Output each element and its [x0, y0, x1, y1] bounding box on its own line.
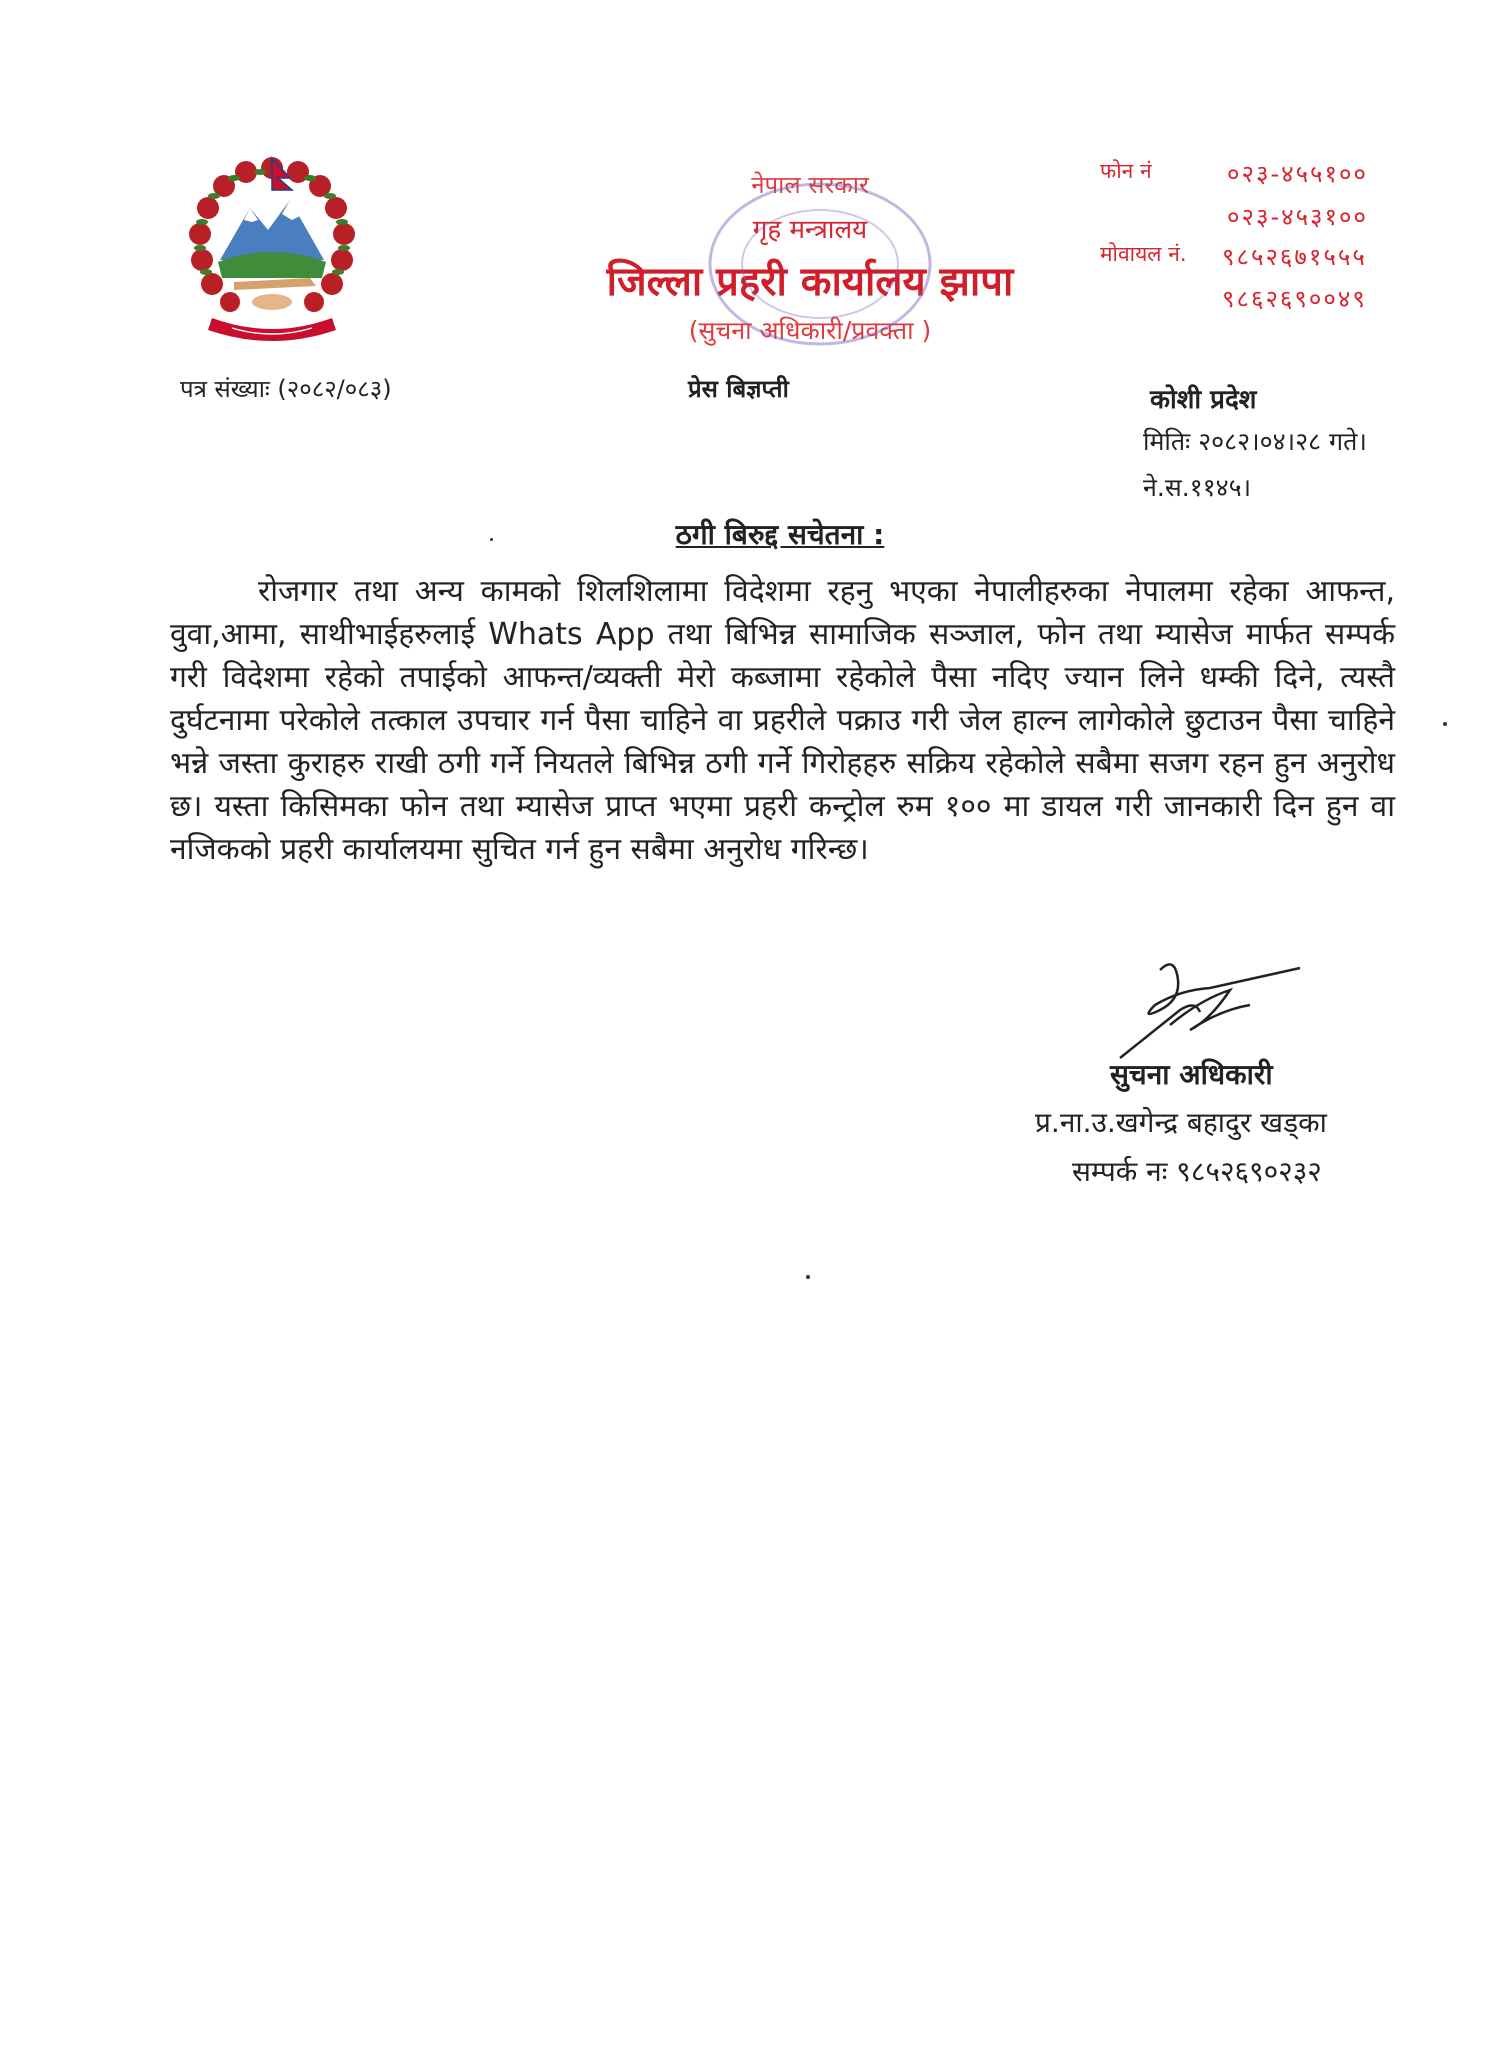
body-paragraph: रोजगार तथा अन्य कामको शिलशिलामा विदेशमा रहनु भएका नेपालीहरुका नेपालमा रहेका आफन्त, वुवा,आमा, साथीभाईहरुलाई Whats App तथा बिभिन्न सामाजिक सञ्जाल, फोन तथा म्यासेज मार्फत सम्पर्क गरी विदेशमा रहेको तपाईको आफन्त/व्यक्ती मेरो कब्जामा रहेकोले पैसा नदिए ज्यान लिने धम्की दिने, त्यस्तै दुर्घटनामा परेकोले तत्काल उपचार गर्न पैसा चाहिने वा प्रहरीले पक्राउ गरी जेल हाल्न लागेकोले छुटाउन पैसा चाहिने भन्ने जस्ता कुराहरु राखी ठगी गर्ने नियतले बिभिन्न ठगी गर्ने गिरोहहरु सक्रिय रहेकोले सबैमा सजग रहन हुन अनुरोध छ। यस्ता किसिमका फोन तथा म्यासेज प्राप्त भएमा प्रहरी कन्ट्रोल रुम १०० मा डायल गरी जानकारी दिन हुन वा नजिकको प्रहरी कार्यालयमा सुचित गर्न हुन सबैमा अनुरोध गरिन्छ।: [170, 574, 1395, 867]
phone-number-2: ०२३-४५३१००: [1227, 203, 1368, 231]
issue-date: मितिः २०८२।०४।२८ गते।: [1143, 427, 1367, 456]
phone-number-1: ०२३-४५५१००: [1227, 160, 1368, 188]
handwritten-signature-icon: [1100, 950, 1320, 1060]
department-name: (सुचना अधिकारी/प्रवक्ता ): [688, 316, 932, 345]
office-name: जिल्ला प्रहरी कार्यालय झापा: [606, 259, 1014, 305]
government-name: नेपाल सरकार: [751, 171, 869, 199]
reference-number: पत्र संख्याः (२०८२/०८३): [180, 375, 392, 403]
scan-speck: [806, 1275, 810, 1279]
mobile-number-1: ९८५२६७१५५५: [1222, 243, 1367, 271]
scan-speck: [490, 538, 493, 541]
mobile-label: मोवायल नं.: [1100, 242, 1187, 266]
ministry-name: गृह मन्त्रालय: [752, 215, 868, 245]
document-type: प्रेस बिज्ञप्ती: [688, 375, 789, 403]
signatory-title: सुचना अधिकारी: [1110, 1058, 1273, 1091]
body-paragraph-container: [170, 570, 1395, 871]
nepal-samvat-year: ने.स.११४५।: [1143, 473, 1252, 502]
phone-label: फोन नं: [1100, 159, 1152, 183]
subject-heading: ठगी बिरुद्द सचेतना :: [675, 518, 885, 551]
mobile-number-2: ९८६२६९००४९: [1222, 285, 1367, 313]
nepal-government-emblem-icon: [172, 150, 372, 350]
signatory-name: प्र.ना.उ.खगेन्द्र बहादुर खड्का: [1035, 1106, 1327, 1139]
scan-speck: [1443, 722, 1447, 726]
province-name: कोशी प्रदेश: [1150, 385, 1257, 415]
signatory-contact: सम्पर्क नः ९८५२६९०२३२: [1072, 1155, 1322, 1188]
